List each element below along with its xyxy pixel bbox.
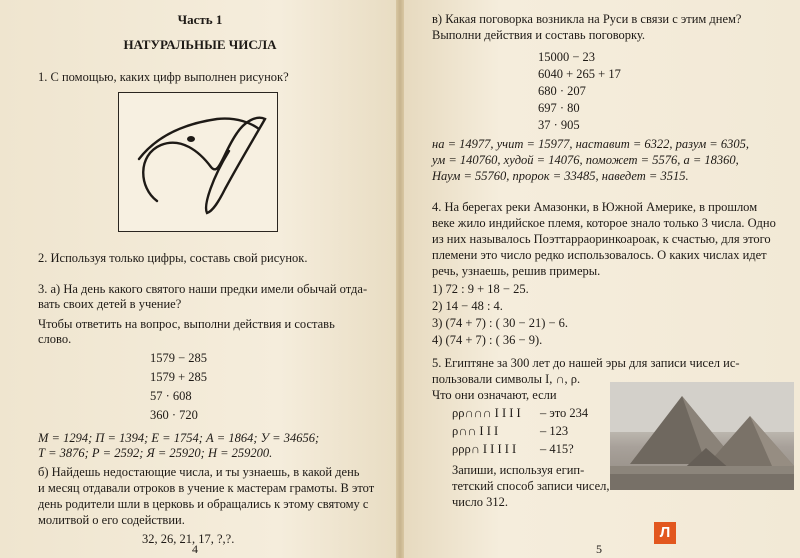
question-4-line: 4. На берегах реки Амазонки, в Южной Америке, в прошлом: [432, 200, 758, 214]
letter-key: М = 1294; П = 1394; Е = 1754; А = 1864; У = 34656;: [38, 431, 320, 445]
pyramids-photo: [610, 382, 794, 490]
word-key: Наум = 55760, пророк = 33485, наведет = 3515.: [432, 169, 689, 183]
question-2: 2. Используя только цифры, составь свой рисунок.: [38, 251, 308, 265]
question-5-line: Что они означают, если: [432, 388, 557, 402]
page-number-left: 4: [192, 542, 198, 556]
question-5-end: Запиши, используя егип-: [452, 463, 585, 477]
question-3b-line: б) Найдешь недостающие числа, и ты узнаешь, в какой день: [38, 465, 360, 479]
question-3-line: Чтобы ответить на вопрос, выполни действия и составь: [38, 317, 335, 331]
egyptian-numeral: ρ∩∩ I I I: [452, 424, 499, 438]
expression: 680 · 207: [538, 84, 586, 98]
section-heading: НАТУРАЛЬНЫЕ ЧИСЛА: [123, 37, 277, 52]
egyptian-value: – 415?: [540, 442, 574, 456]
question-4-line: племени это число редко использовалось. О каких числах идет: [432, 248, 767, 262]
question-5-line: пользовали символы I, ∩, ρ.: [432, 372, 581, 386]
number-sequence: 32, 26, 21, 17, ?,?.: [142, 532, 235, 546]
expression: 1579 − 285: [150, 351, 208, 365]
pyramids-illustration: [610, 382, 794, 490]
expression: 37 · 905: [538, 118, 580, 132]
question-3b-line: молитвой о его содействии.: [38, 513, 185, 527]
example: 2) 14 − 48 : 4.: [432, 299, 503, 313]
question-3b-line: день родители шли в церковь и обращались к этому святому с: [38, 497, 369, 511]
question-5-end: число 312.: [452, 495, 509, 509]
egyptian-numeral: ρρρ∩ I I I I I: [452, 442, 517, 456]
page-number-right: 5: [596, 542, 602, 556]
question-3-line: слово.: [38, 332, 72, 346]
letter-key: Т = 3876; Р = 2592; Я = 25920; Н = 259200.: [38, 446, 273, 460]
question-3-line: 3. а) На день какого святого наши предки имели обычай отда-: [38, 282, 368, 296]
word-key: на = 14977, учит = 15977, наставит = 6322, разум = 6305,: [432, 137, 749, 151]
egyptian-numeral: ρρ∩∩∩ I I I I: [452, 406, 521, 420]
book-spine: [396, 0, 404, 558]
question-4-line: из них называлось Поэттарраоринкоароак, к счастью, для этого: [432, 232, 771, 246]
question-3v-line: в) Какая поговорка возникла на Руси в связи с этим днем?: [432, 12, 742, 26]
example: 3) (74 + 7) : ( 30 − 21) − 6.: [432, 316, 569, 330]
digit-drawing: [119, 93, 276, 230]
question-1: 1. С помощью, каких цифр выполнен рисунок?: [38, 70, 289, 84]
question-3b-line: и месяц отдавали отроков в учение к мастерам грамоты. В этот: [38, 481, 375, 495]
expression: 57 · 608: [150, 389, 192, 403]
expression: 697 · 80: [538, 101, 580, 115]
egyptian-value: – 123: [540, 424, 569, 438]
example: 1) 72 : 9 + 18 − 25.: [432, 282, 529, 296]
question-3v-line: Выполни действия и составь поговорку.: [432, 28, 646, 42]
expression: 1579 + 285: [150, 370, 208, 384]
question-5-end: тетский способ записи чисел,: [452, 479, 610, 493]
question-4-line: веке жило индийское племя, которое знало только 3 числа. Одно: [432, 216, 776, 230]
digit-drawing-figure: [118, 92, 278, 232]
question-3-line: вать своих детей в учение?: [38, 297, 182, 311]
expression: 6040 + 265 + 17: [538, 67, 621, 81]
example: 4) (74 + 7) : ( 36 − 9).: [432, 333, 543, 347]
question-5-line: 5. Египтяне за 300 лет до нашей эры для записи чисел ис-: [432, 356, 740, 370]
question-4-line: речь, узнаешь, решив примеры.: [432, 264, 601, 278]
egyptian-value: – это 234: [540, 406, 589, 420]
part-heading: Часть 1: [177, 12, 223, 27]
publisher-logo: Л: [654, 522, 676, 544]
word-key: ум = 140760, худой = 14076, поможет = 5576, а = 18360,: [432, 153, 739, 167]
expression: 15000 − 23: [538, 50, 596, 64]
expression: 360 · 720: [150, 408, 198, 422]
